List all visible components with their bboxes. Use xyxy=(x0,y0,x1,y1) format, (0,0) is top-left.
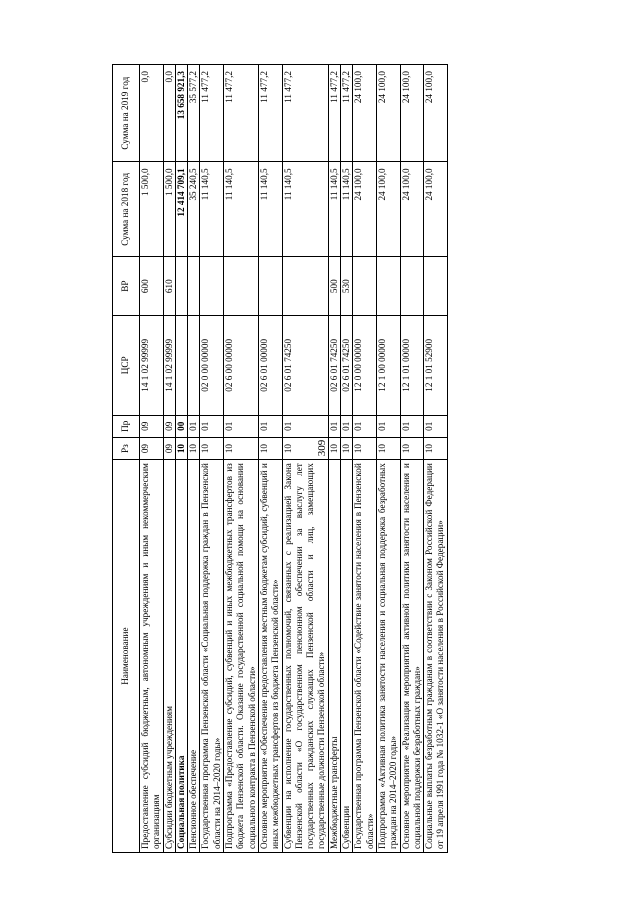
cell-vr: 610 xyxy=(163,257,175,316)
cell-sum-2019: 24 100,0 xyxy=(400,65,424,162)
cell-csr: 12 1 01 52900 xyxy=(424,315,448,415)
cell-name: Пенсионное обеспечение xyxy=(188,460,200,853)
cell-sum-2019: 24 100,0 xyxy=(353,65,377,162)
cell-pr: 01 xyxy=(188,415,200,437)
cell-sum-2018: 11 140,5 xyxy=(258,162,282,257)
cell-pr: 09 xyxy=(163,415,175,437)
cell-pr: 09 xyxy=(140,415,164,437)
cell-rz: 10 xyxy=(282,437,328,459)
cell-vr: 600 xyxy=(140,257,164,316)
header-sum-2018: Сумма на 2018 год xyxy=(113,162,140,257)
cell-vr xyxy=(200,257,224,316)
cell-name: Предоставление субсидий бюджетным, автономным учреждениям и иным некоммерческим организациям xyxy=(140,460,164,853)
table-row xyxy=(224,65,259,853)
cell-sum-2018: 24 100,0 xyxy=(424,162,448,257)
cell-pr: 01 xyxy=(353,415,377,437)
cell-vr xyxy=(188,257,200,316)
cell-name: Подпрограмма «Предоставление субсидий, субвенций и иных межбюджетных трансфертов из бюджета Пензенской области. Оказание государственной социальной помощи на основании социального контракта в Пензенской области» xyxy=(224,460,259,853)
cell-sum-2019: 11 477,2 xyxy=(200,65,224,162)
cell-vr xyxy=(175,257,187,316)
cell-csr: 02 0 00 00000 xyxy=(200,315,224,415)
cell-sum-2019: 11 477,2 xyxy=(282,65,328,162)
rotated-page xyxy=(112,64,568,853)
header-pr: Пр xyxy=(113,415,140,437)
cell-rz: 10 xyxy=(258,437,282,459)
cell-name: Субсидии бюджетным учреждениям xyxy=(163,460,175,853)
cell-vr xyxy=(376,257,400,316)
cell-sum-2019: 11 477,2 xyxy=(258,65,282,162)
cell-sum-2019: 11 477,2 xyxy=(341,65,353,162)
budget-table xyxy=(112,64,448,853)
cell-sum-2018: 12 414 709,1 xyxy=(175,162,187,257)
cell-sum-2019: 24 100,0 xyxy=(424,65,448,162)
cell-vr xyxy=(282,257,328,316)
table-row xyxy=(200,65,224,853)
table-row xyxy=(400,65,424,853)
cell-sum-2018: 11 140,5 xyxy=(282,162,328,257)
table-row xyxy=(175,65,187,853)
cell-pr: 01 xyxy=(282,415,328,437)
cell-csr: 02 6 01 74250 xyxy=(282,315,328,415)
cell-csr: 14 1 02 99999 xyxy=(163,315,175,415)
table-row xyxy=(353,65,377,853)
cell-pr: 01 xyxy=(341,415,353,437)
cell-vr: 530 xyxy=(341,257,353,316)
cell-rz: 10 xyxy=(188,437,200,459)
cell-vr xyxy=(400,257,424,316)
cell-name: Подпрограмма «Активная политика занятости населения и социальная поддержка безработных граждан на 2014–2020 годы» xyxy=(376,460,400,853)
cell-sum-2019: 0,0 xyxy=(163,65,175,162)
cell-rz: 10 xyxy=(341,437,353,459)
cell-rz: 10 xyxy=(224,437,259,459)
table-row xyxy=(376,65,400,853)
cell-sum-2019: 0,0 xyxy=(140,65,164,162)
cell-sum-2018: 11 140,5 xyxy=(341,162,353,257)
cell-pr: 01 xyxy=(224,415,259,437)
cell-csr: 02 6 01 74250 xyxy=(328,315,340,415)
cell-rz: 10 xyxy=(376,437,400,459)
cell-name: Государственная программа Пензенской области «Социальная поддержка граждан в Пензенской области на 2014–2020 годы» xyxy=(200,460,224,853)
header-sum-2019: Сумма на 2019 год xyxy=(113,65,140,162)
cell-rz: 10 xyxy=(400,437,424,459)
cell-pr: 00 xyxy=(175,415,187,437)
cell-name: Социальная политика xyxy=(175,460,187,853)
cell-pr: 01 xyxy=(376,415,400,437)
table-row xyxy=(188,65,200,853)
cell-sum-2018: 1 500,0 xyxy=(140,162,164,257)
table-row xyxy=(258,65,282,853)
table-row xyxy=(328,65,340,853)
cell-csr: 12 0 00 00000 xyxy=(353,315,377,415)
cell-sum-2019: 11 477,2 xyxy=(224,65,259,162)
cell-rz: 10 xyxy=(175,437,187,459)
cell-vr xyxy=(258,257,282,316)
cell-vr xyxy=(353,257,377,316)
cell-pr: 01 xyxy=(424,415,448,437)
cell-rz: 10 xyxy=(353,437,377,459)
cell-csr: 12 1 00 00000 xyxy=(376,315,400,415)
cell-pr: 01 xyxy=(328,415,340,437)
cell-name: Межбюджетные трансферты xyxy=(328,460,340,853)
table-body xyxy=(140,65,448,853)
cell-sum-2018: 1 500,0 xyxy=(163,162,175,257)
cell-vr: 500 xyxy=(328,257,340,316)
cell-name: Основное мероприятие «Реализация мероприятий активной политики занятости населения и социальной поддержки безработных граждан» xyxy=(400,460,424,853)
table-row xyxy=(424,65,448,853)
cell-csr: 02 6 00 00000 xyxy=(224,315,259,415)
cell-sum-2018: 11 140,5 xyxy=(224,162,259,257)
cell-rz: 09 xyxy=(140,437,164,459)
cell-name: Субвенции xyxy=(341,460,353,853)
cell-sum-2018: 11 140,5 xyxy=(200,162,224,257)
cell-csr: 14 1 02 99999 xyxy=(140,315,164,415)
cell-rz: 10 xyxy=(200,437,224,459)
cell-sum-2018: 24 100,0 xyxy=(376,162,400,257)
header-csr: ЦСР xyxy=(113,315,140,415)
cell-pr: 01 xyxy=(400,415,424,437)
cell-sum-2018: 11 140,5 xyxy=(328,162,340,257)
table-row xyxy=(282,65,328,853)
table-row xyxy=(163,65,175,853)
cell-sum-2018: 24 100,0 xyxy=(353,162,377,257)
cell-csr: 12 1 01 00000 xyxy=(400,315,424,415)
table-header-row xyxy=(113,65,140,853)
cell-csr: 02 6 01 74250 xyxy=(341,315,353,415)
cell-rz: 10 xyxy=(424,437,448,459)
cell-rz: 10 xyxy=(328,437,340,459)
cell-name: Социальные выплаты безработным гражданам в соответствии с Законом Российской Федерации от 19 апреля 1991 года № 1032-1 «О занятости населения в Российской Федерации» xyxy=(424,460,448,853)
cell-sum-2019: 35 577,2 xyxy=(188,65,200,162)
cell-pr: 01 xyxy=(200,415,224,437)
cell-sum-2018: 24 100,0 xyxy=(400,162,424,257)
table-row xyxy=(140,65,164,853)
cell-csr xyxy=(175,315,187,415)
header-vr: ВР xyxy=(113,257,140,316)
cell-vr xyxy=(424,257,448,316)
cell-sum-2019: 11 477,2 xyxy=(328,65,340,162)
cell-vr xyxy=(224,257,259,316)
table-row xyxy=(341,65,353,853)
cell-name: Субвенции на исполнение государственных полномочий, связанных с реализацией Закона Пензенской области «О государственном пенсионном обеспечении за выслугу лет государственных гражданских служащих Пензенской области и лиц, замещающих государственные должности Пензенской области» xyxy=(282,460,328,853)
cell-csr xyxy=(188,315,200,415)
cell-sum-2019: 13 658 921,3 xyxy=(175,65,187,162)
cell-csr: 02 6 01 00000 xyxy=(258,315,282,415)
page-number: 309 xyxy=(316,439,328,457)
cell-name: Государственная программа Пензенской области «Содействие занятости населения в Пензенской области» xyxy=(353,460,377,853)
header-name: Наименование xyxy=(113,460,140,853)
cell-pr: 01 xyxy=(258,415,282,437)
cell-sum-2018: 35 240,5 xyxy=(188,162,200,257)
cell-sum-2019: 24 100,0 xyxy=(376,65,400,162)
cell-rz: 09 xyxy=(163,437,175,459)
header-rz: Рз xyxy=(113,437,140,459)
cell-name: Основное мероприятие «Обеспечение предоставления местным бюджетам субсидий, субвенций и иных межбюджетных трансфертов из бюджета Пензенской области» xyxy=(258,460,282,853)
